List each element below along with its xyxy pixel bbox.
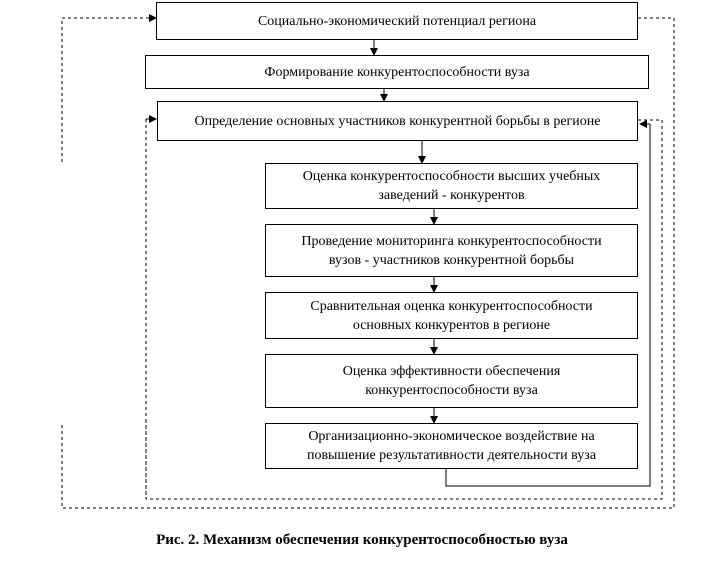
box-competitors-assessment: Оценка конкурентоспособности высших учебных заведений - конкурентов	[265, 163, 638, 209]
box-monitoring: Проведение мониторинга конкурентоспособности вузов - участников конкурентной борьбы	[265, 224, 638, 277]
box-efficiency-assessment: Оценка эффективности обеспечения конкурентоспособности вуза	[265, 354, 638, 408]
box-comparative-assessment: Сравнительная оценка конкурентоспособности основных конкурентов в регионе	[265, 292, 638, 339]
box-organizational-impact: Организационно-экономическое воздействие на повышение результативности деятельности вуза	[265, 423, 638, 469]
box-participants-identification: Определение основных участников конкурентной борьбы в регионе	[157, 101, 638, 141]
figure-caption: Рис. 2. Механизм обеспечения конкурентоспособностью вуза	[156, 532, 568, 548]
dashed-outer-upper	[62, 18, 156, 162]
box-socio-economic-potential: Социально-экономический потенциал региона	[156, 2, 638, 40]
box-competitiveness-formation: Формирование конкурентоспособности вуза	[145, 55, 649, 89]
